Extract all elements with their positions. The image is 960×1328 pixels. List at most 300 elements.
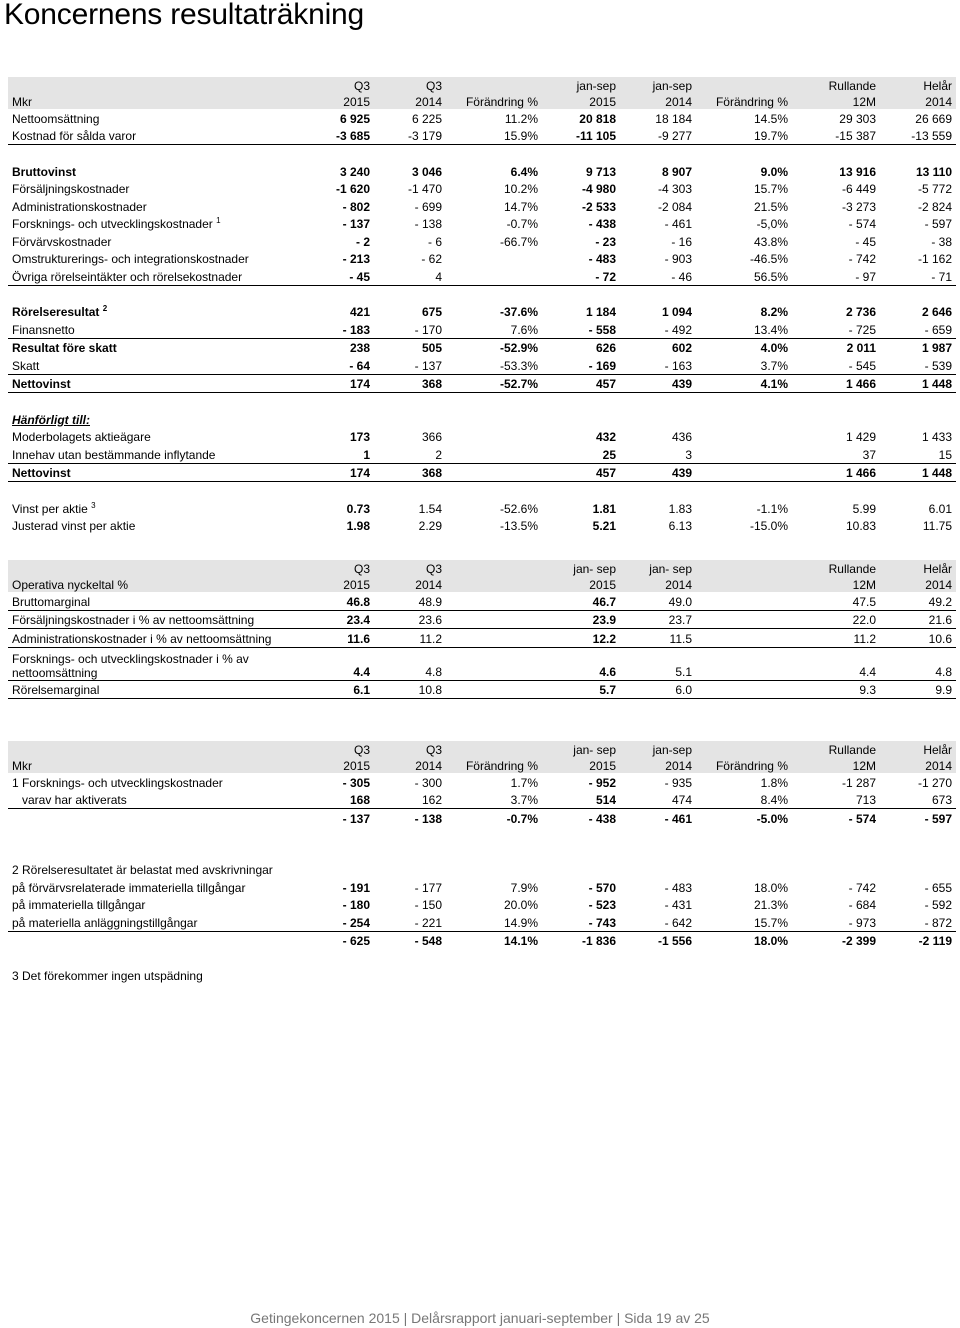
header-label	[8, 741, 300, 757]
table-cell: 48.9	[374, 592, 446, 610]
table-cell: - 191	[342, 880, 370, 895]
table-cell: - 545	[792, 356, 880, 374]
table-cell: - 71	[880, 267, 956, 285]
column-header: 2014	[374, 576, 446, 592]
table-cell: 1 184	[585, 305, 616, 319]
column-header: Q3	[300, 77, 374, 93]
column-header: 2014	[374, 757, 446, 773]
table-cell: 1 429	[845, 430, 876, 444]
column-header: 2014	[620, 576, 696, 592]
table-cell: -5,0%	[756, 217, 788, 231]
table-cell: - 642	[620, 913, 696, 931]
table-cell: - 655	[924, 880, 952, 895]
table-cell: 20 818	[579, 111, 616, 126]
table-cell	[446, 647, 542, 680]
table-cell: - 548	[414, 934, 442, 948]
table-cell: -3 179	[374, 127, 446, 145]
table-cell: - 523	[588, 898, 616, 912]
table-row	[8, 517, 956, 535]
table-cell: 514	[542, 791, 620, 809]
table-cell: 5.1	[620, 647, 696, 680]
column-header: 2015	[542, 576, 620, 592]
table-row	[8, 109, 956, 127]
table-cell: 4.0%	[760, 341, 788, 355]
column-header: Q3	[300, 560, 374, 576]
table-cell: - 45	[300, 267, 374, 285]
key-figures-table	[8, 560, 956, 699]
spacer-row	[8, 844, 956, 861]
table-cell: - 872	[880, 913, 956, 931]
column-header: Q3	[374, 77, 446, 93]
row-label: Försäljningskostnader	[12, 182, 130, 196]
table-cell: 11.2	[792, 629, 880, 648]
table-cell	[542, 861, 620, 879]
table-cell: -1 836	[581, 934, 616, 948]
table-cell: 21.5%	[753, 199, 788, 214]
table-cell: 238	[349, 341, 370, 355]
table-cell: 673	[880, 791, 956, 809]
table-cell: 432	[595, 430, 616, 444]
table-cell: 49.2	[880, 592, 956, 610]
table-cell: - 742	[848, 252, 876, 266]
table-cell: -13.5%	[499, 519, 538, 533]
table-cell: 46.8	[300, 592, 374, 610]
table-cell: - 213	[342, 252, 370, 266]
table-cell: -37.6%	[499, 305, 538, 319]
row-label: på materiella anläggningstillgångar	[8, 913, 300, 931]
table-cell: 602	[671, 341, 692, 355]
table-cell: -3 685	[300, 127, 374, 145]
column-header: Rullande	[792, 741, 880, 757]
column-header: Helår	[880, 741, 956, 757]
table-row	[8, 809, 956, 827]
table-cell: 1.8%	[760, 775, 788, 790]
column-header: jan-sep	[620, 741, 696, 757]
row-label: 1 Forsknings- och utvecklingskostnader	[12, 775, 223, 790]
row-label: Resultat före skatt	[12, 341, 117, 355]
column-header: Rullande	[792, 560, 880, 576]
table-cell: 14.9%	[446, 913, 542, 931]
table-cell: -2 084	[657, 199, 692, 214]
table-cell	[446, 445, 542, 463]
table-cell: 4.4	[792, 647, 880, 680]
table-cell	[446, 410, 542, 428]
table-cell: -1.1%	[756, 501, 788, 516]
table-cell: -1 620	[335, 182, 370, 196]
table-cell: -11 105	[542, 127, 620, 145]
header-row	[8, 560, 956, 576]
table-cell: - 254	[300, 913, 374, 931]
table-row	[8, 680, 956, 699]
table-cell: - 539	[880, 356, 956, 374]
column-header: Förändring %	[446, 757, 542, 773]
column-header: jan- sep	[542, 560, 620, 576]
table-cell: -2 119	[918, 934, 952, 948]
column-header	[696, 576, 792, 592]
header-label	[8, 560, 300, 576]
table-cell: - 62	[421, 252, 442, 266]
table-cell: 10.6	[880, 629, 956, 648]
table-cell: 1 448	[880, 374, 956, 393]
table-cell	[696, 629, 792, 648]
table-cell: 457	[542, 463, 620, 482]
table-cell: -52.7%	[446, 374, 542, 393]
table-cell: 3 046	[411, 164, 442, 179]
table-cell: 368	[374, 463, 446, 482]
table-cell: 1.83	[668, 501, 692, 516]
table-row	[8, 180, 956, 198]
table-cell: - 45	[855, 234, 876, 249]
table-cell: 0.73	[346, 501, 370, 516]
table-cell: 13 110	[915, 164, 952, 179]
row-label: varav har aktiverats	[8, 791, 300, 809]
table-cell: 457	[542, 374, 620, 393]
footnote-marker: 3	[91, 500, 96, 510]
row-label: Justerad vinst per aktie	[12, 519, 136, 533]
table-cell	[696, 410, 792, 428]
page-footer: Getingekoncernen 2015 | Delårsrapport januari-september | Sida 19 av 25	[250, 1310, 710, 1326]
table-cell: -66.7%	[499, 234, 538, 249]
table-row	[8, 215, 956, 233]
table-cell	[696, 680, 792, 699]
table-cell: -0.7%	[506, 811, 538, 826]
table-cell: - 438	[588, 811, 616, 826]
table-cell: 14.5%	[753, 111, 788, 126]
table-cell: -52.6%	[499, 501, 538, 516]
row-label: på immateriella tillgångar	[12, 898, 146, 912]
table-cell: - 6	[427, 234, 442, 249]
header-label	[8, 77, 300, 93]
table-cell: - 138	[414, 811, 442, 826]
table-cell: - 903	[664, 252, 692, 266]
table-cell: 1 987	[921, 341, 952, 355]
table-cell: - 483	[588, 252, 616, 266]
table-cell	[880, 966, 956, 984]
table-cell: 11.75	[922, 519, 952, 533]
header-row	[8, 77, 956, 93]
table-cell: - 138	[414, 217, 442, 231]
table-cell: - 574	[848, 217, 876, 231]
column-header: 2014	[880, 757, 956, 773]
spacer-row	[8, 285, 956, 303]
table-cell: -5 772	[917, 182, 952, 196]
table-cell	[880, 410, 956, 428]
table-cell: 13.4%	[696, 320, 792, 338]
table-cell: 7.6%	[446, 320, 542, 338]
table-row	[8, 463, 956, 482]
row-label: 2 Rörelseresultatet är belastat med avskrivningar	[12, 863, 273, 877]
table-cell: - 177	[414, 880, 442, 895]
table-cell: 11.6	[300, 629, 374, 648]
table-cell: - 300	[414, 775, 442, 790]
table-cell	[696, 463, 792, 482]
table-cell: 6 225	[411, 111, 442, 126]
table-row	[8, 499, 956, 517]
table-cell: -1 270	[917, 775, 952, 790]
table-row	[8, 232, 956, 250]
row-label: Bruttomarginal	[8, 592, 300, 610]
income-statement-table	[8, 77, 956, 534]
column-header: jan- sep	[620, 560, 696, 576]
table-cell	[446, 250, 542, 268]
table-row	[8, 966, 956, 984]
table-cell: 14.1%	[503, 934, 538, 948]
column-header: 2014	[620, 757, 696, 773]
table-cell: - 935	[664, 775, 692, 790]
table-cell	[446, 861, 542, 879]
table-cell: 1.81	[592, 501, 616, 516]
table-cell: 6.01	[928, 501, 952, 516]
table-cell: -52.9%	[499, 341, 538, 355]
table-cell: 46.7	[542, 592, 620, 610]
header-row	[8, 576, 956, 592]
table-cell	[446, 463, 542, 482]
table-cell: -1 162	[917, 252, 952, 266]
table-cell: - 183	[300, 320, 374, 338]
table-cell: -4 303	[657, 182, 692, 196]
table-cell: 3.7%	[446, 791, 542, 809]
table-cell: -15 387	[792, 127, 880, 145]
table-cell: - 659	[880, 320, 956, 338]
row-label: Hänförligt till:	[12, 412, 90, 427]
table-cell: 626	[595, 341, 616, 355]
table-cell: 11.2	[374, 629, 446, 648]
table-cell	[374, 861, 446, 879]
table-cell	[620, 861, 696, 879]
row-label: Rörelsemarginal	[8, 680, 300, 699]
table-cell	[696, 610, 792, 629]
table-row	[8, 647, 956, 680]
table-cell	[542, 966, 620, 984]
table-cell: 713	[792, 791, 880, 809]
row-label: Förvärvskostnader	[12, 234, 112, 249]
table-cell: 174	[300, 374, 374, 393]
table-cell: - 570	[588, 880, 616, 895]
table-cell: 37	[792, 445, 880, 463]
table-cell: - 305	[342, 775, 370, 790]
column-header: 2015	[542, 757, 620, 773]
column-header: Förändring %	[696, 93, 792, 109]
table-cell: 20.0%	[503, 898, 538, 912]
table-cell: 18 184	[655, 111, 692, 126]
table-cell: 9.3	[792, 680, 880, 699]
header-label: Operativa nyckeltal %	[8, 576, 300, 592]
table-cell: 1	[300, 445, 374, 463]
table-cell: -13 559	[880, 127, 956, 145]
table-cell: 11.5	[620, 629, 696, 648]
header-label: Mkr	[8, 757, 300, 773]
column-header: Q3	[374, 741, 446, 757]
row-label: Finansnetto	[8, 320, 300, 338]
table-cell	[446, 610, 542, 629]
table-row	[8, 267, 956, 285]
row-label: Administrationskostnader	[12, 199, 147, 214]
table-cell: 15	[880, 445, 956, 463]
column-header: 12M	[792, 757, 880, 773]
table-cell: -3 273	[841, 199, 876, 214]
table-cell: 173	[349, 430, 370, 444]
header-row	[8, 93, 956, 109]
header-label: Mkr	[8, 93, 300, 109]
column-header: Helår	[880, 560, 956, 576]
table-cell: - 684	[848, 898, 876, 912]
table-cell	[446, 592, 542, 610]
column-header: jan- sep	[542, 741, 620, 757]
table-cell: - 38	[931, 234, 952, 249]
table-cell: 29 303	[839, 111, 876, 126]
table-cell: 436	[671, 430, 692, 444]
table-cell: 2 011	[846, 341, 876, 355]
row-label: Nettovinst	[8, 374, 300, 393]
table-cell: 1.54	[418, 501, 442, 516]
table-cell: -5.0%	[756, 811, 788, 826]
row-label: Administrationskostnader i % av nettoomsättning	[8, 629, 300, 648]
table-cell: - 973	[792, 913, 880, 931]
table-cell: 439	[620, 374, 696, 393]
table-cell: 15.7%	[753, 182, 788, 196]
column-header: Förändring %	[696, 757, 792, 773]
table-cell: - 150	[414, 898, 442, 912]
table-cell: 1 466	[792, 463, 880, 482]
footnote-marker: 2	[102, 304, 108, 313]
table-cell	[696, 445, 792, 463]
table-cell: - 699	[414, 199, 442, 214]
table-cell: - 137	[342, 811, 370, 826]
table-cell: - 802	[342, 199, 370, 214]
table-cell: 2.29	[418, 519, 442, 533]
column-header: Förändring %	[446, 93, 542, 109]
table-cell	[696, 647, 792, 680]
table-cell	[542, 410, 620, 428]
table-cell	[300, 861, 374, 879]
table-cell: -2 399	[841, 934, 876, 948]
table-cell: - 46	[620, 267, 696, 285]
table-cell: 4.1%	[696, 374, 792, 393]
column-header	[696, 77, 792, 93]
row-label: Övriga rörelseintäkter och rörelsekostnader	[8, 267, 300, 285]
table-cell	[880, 861, 956, 879]
column-header	[446, 560, 542, 576]
table-cell: 26 669	[915, 111, 952, 126]
table-row	[8, 428, 956, 446]
table-cell: - 461	[664, 811, 692, 826]
table-cell	[696, 861, 792, 879]
table-row	[8, 162, 956, 180]
table-cell: - 163	[620, 356, 696, 374]
table-cell: 4.8	[374, 647, 446, 680]
table-cell: 10.83	[845, 519, 876, 533]
table-cell: - 221	[374, 913, 446, 931]
table-cell: 4.6	[542, 647, 620, 680]
table-cell: 6.1	[300, 680, 374, 699]
table-cell: 168	[300, 791, 374, 809]
table-row	[8, 913, 956, 931]
table-cell: 1 433	[921, 430, 952, 444]
table-cell: - 592	[924, 898, 952, 912]
table-row	[8, 410, 956, 428]
table-cell	[620, 966, 696, 984]
table-cell: -15.0%	[749, 519, 788, 533]
column-header: 2015	[300, 576, 374, 592]
table-row	[8, 791, 956, 809]
table-cell: - 137	[342, 217, 370, 231]
column-header	[696, 560, 792, 576]
column-header: 12M	[792, 576, 880, 592]
column-header: 2015	[542, 93, 620, 109]
table-cell: 6.0	[620, 680, 696, 699]
spacer-row	[8, 482, 956, 500]
table-cell: 8.4%	[696, 791, 792, 809]
table-row	[8, 896, 956, 914]
table-cell: - 438	[588, 217, 616, 231]
table-cell: 1 094	[661, 305, 692, 319]
page-title: Koncernens resultaträkning	[4, 0, 365, 31]
table-cell: 10.2%	[503, 182, 538, 196]
table-cell: 439	[620, 463, 696, 482]
column-header: jan-sep	[620, 77, 696, 93]
table-cell: -2 533	[581, 199, 616, 214]
table-cell: 2 736	[845, 305, 876, 319]
spacer-row	[8, 827, 956, 844]
table-cell: 2 646	[921, 305, 952, 319]
table-cell: - 64	[300, 356, 374, 374]
table-cell: 5.21	[592, 519, 616, 533]
table-cell: - 743	[542, 913, 620, 931]
table-cell: 10.8	[374, 680, 446, 699]
table-cell: 9.0%	[760, 164, 788, 179]
column-header: 2015	[300, 93, 374, 109]
table-cell	[696, 592, 792, 610]
table-row	[8, 320, 956, 338]
table-row	[8, 931, 956, 949]
header-row	[8, 741, 956, 757]
table-cell: 162	[374, 791, 446, 809]
row-label: på förvärvsrelaterade immateriella tillgångar	[12, 880, 246, 895]
table-cell: 7.9%	[510, 880, 538, 895]
row-label: Skatt	[8, 356, 300, 374]
table-cell: 14.7%	[503, 199, 538, 214]
table-row	[8, 773, 956, 791]
table-cell	[446, 428, 542, 446]
row-label: Innehav utan bestämmande inflytande	[8, 445, 300, 463]
table-cell: 8.2%	[760, 305, 788, 319]
column-header	[696, 741, 792, 757]
column-header: 2014	[880, 576, 956, 592]
table-row	[8, 610, 956, 629]
table-row	[8, 250, 956, 268]
table-cell: 2	[374, 445, 446, 463]
column-header: Rullande	[792, 77, 880, 93]
table-cell: 25	[542, 445, 620, 463]
table-cell: 23.4	[300, 610, 374, 629]
table-cell: - 952	[588, 775, 616, 790]
column-header: 2014	[880, 93, 956, 109]
column-header: 12M	[792, 93, 880, 109]
table-cell: - 625	[342, 934, 370, 948]
table-cell: - 23	[595, 234, 616, 249]
table-cell: - 97	[792, 267, 880, 285]
row-label: Nettoomsättning	[12, 111, 100, 126]
table-cell: 18.0%	[753, 880, 788, 895]
row-label: Vinst per aktie $^3$	[12, 500, 96, 516]
spacer-row	[8, 393, 956, 411]
table-cell: - 461	[664, 217, 692, 231]
table-cell: -0.7%	[506, 217, 538, 231]
table-cell: 505	[421, 341, 442, 355]
table-cell: 474	[620, 791, 696, 809]
table-cell: -9 277	[620, 127, 696, 145]
table-cell	[792, 966, 880, 984]
